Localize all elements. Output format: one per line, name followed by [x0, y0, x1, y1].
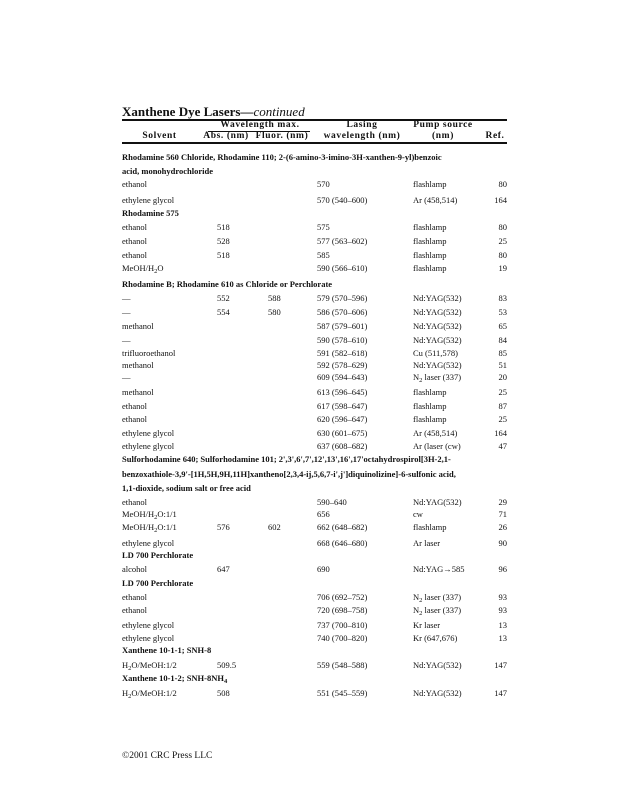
header-lasing-line2: wavelength (nm) [323, 131, 401, 141]
table-row: methanol 613 (596–645) flashlamp 25 [122, 387, 507, 397]
table-row: ethanol 617 (598–647) flashlamp 87 [122, 401, 507, 411]
group-heading-ld700-a: LD 700 Perchlorate [122, 550, 194, 560]
table-row: ethylene glycol 737 (700–810) Kr laser 13 [122, 620, 507, 630]
header-abs: Abs. (nm) [203, 131, 249, 141]
header-pump-line2: (nm) [432, 131, 454, 141]
table-title: Xanthene Dye Lasers—continued [122, 104, 305, 119]
table-row: ethylene glycol 637 (608–682) Ar (laser (cw) 47 [122, 441, 507, 451]
table-row: — 609 (594–643) $N_2$ laser (337) 20 [122, 372, 507, 384]
table-row: alcohol 647 690 Nd:YAG→585 96 [122, 564, 507, 574]
table-row: ethanol 590–640 Nd:YAG(532) 29 [122, 497, 507, 507]
table-row: ethylene glycol 570 (540–600) Ar (458,514) 164 [122, 195, 507, 205]
table-row: MeOH/$H_2O:1/1$ 576 602 662 (648–682) flashlamp 26 [122, 522, 507, 534]
table-row: ethylene glycol 668 (646–680) Ar laser 90 [122, 538, 507, 548]
table-row: $H_2O/MeOH:1/2$ 508 551 (545–559) Nd:YAG(532) 147 [122, 688, 507, 700]
table-row: ethanol 620 (596–647) flashlamp 25 [122, 414, 507, 424]
table-row: ethanol 720 (698–758) $N_2$ laser (337) 93 [122, 605, 507, 617]
header-rule [122, 142, 507, 144]
group-heading-xanthene-10-1-1: Xanthene 10-1-1; SNH-8 [122, 645, 212, 655]
copyright-footer: ©2001 CRC Press LLC [122, 751, 213, 761]
table-row: methanol 587 (579–601) Nd:YAG(532) 65 [122, 321, 507, 331]
table-row: ethanol 706 (692–752) $N_2$ laser (337) 93 [122, 592, 507, 604]
group-heading-xanthene-10-1-2: Xanthene 10-1-2; SNH-$8NH_4$ [122, 673, 228, 685]
table-row: methanol 592 (578–629) Nd:YAG(532) 51 [122, 360, 507, 370]
table-row: — 554 580 586 (570–606) Nd:YAG(532) 53 [122, 307, 507, 317]
group-heading-rhodamine-560: Rhodamine 560 Chloride, Rhodamine 110; 2-(6-amino-3-imino-3H-xanthen-9-yl)benzoic [122, 152, 442, 162]
table-row: trifluoroethanol 591 (582–618) Cu (511,578) 85 [122, 348, 507, 358]
group-heading-rhodamine-575: Rhodamine 575 [122, 208, 179, 218]
header-lasing-line1: Lasing [346, 120, 378, 130]
header-ref: Ref. [485, 131, 505, 141]
table-row: ethylene glycol 740 (700–820) Kr (647,676) 13 [122, 633, 507, 643]
header-pump-line1: Pump source [413, 120, 473, 130]
group-heading-rhodamine-560-cont: acid, monohydrochloride [122, 166, 213, 176]
table-row: $H_2O/MeOH:1/2$ 509.5 559 (548–588) Nd:YAG(532) 147 [122, 660, 507, 672]
header-solvent: Solvent [142, 131, 177, 141]
group-heading-rhodamine-b: Rhodamine B; Rhodamine 610 as Chloride or Perchlorate [122, 279, 333, 289]
header-wavelength-max: Wavelength max. [220, 120, 300, 130]
group-heading-sulforhodamine-640: Sulforhodamine 640; Sulforhodamine 101; 2',3',6',7',12',13',16',17'octahydrospirol[3H-2,1- [122, 454, 451, 464]
group-heading-sulforhodamine-640-cont: benzoxathiole-3,9'-[1H,5H,9H,11H]xantheno[2,3,4-ij,5,6,7-i',j']diquinolizine]-6-sulfonic acid, [122, 469, 456, 479]
table-row: MeOH/$H_2O$ 590 (566–610) flashlamp 19 [122, 263, 507, 275]
table-row: MeOH/$H_2O:1/1$ 656 cw 71 [122, 509, 507, 521]
group-heading-sulforhodamine-640-cont2: 1,1-dioxide, sodium salt or free acid [122, 483, 251, 493]
table-row: ethanol 518 575 flashlamp 80 [122, 222, 507, 232]
title-continued: continued [253, 104, 305, 119]
table-row: ethylene glycol 630 (601–675) Ar (458,514) 164 [122, 428, 507, 438]
table-row: ethanol 570 flashlamp 80 [122, 179, 507, 189]
table-row: — 590 (578–610) Nd:YAG(532) 84 [122, 335, 507, 345]
table-row: — 552 588 579 (570–596) Nd:YAG(532) 83 [122, 293, 507, 303]
group-heading-ld700-b: LD 700 Perchlorate [122, 578, 194, 588]
table-row: ethanol 528 577 (563–602) flashlamp 25 [122, 236, 507, 246]
header-fluor: Fluor. (nm) [255, 131, 309, 141]
table-row: ethanol 518 585 flashlamp 80 [122, 250, 507, 260]
